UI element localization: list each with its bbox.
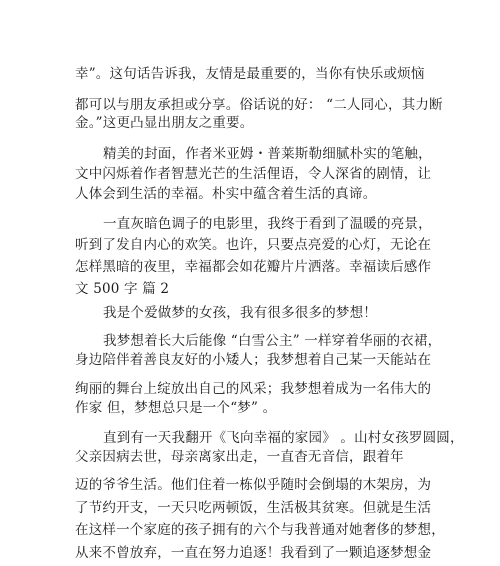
text-line: 精美的封面，作者米亚姆・普莱斯勒细腻朴实的笔触， xyxy=(103,146,432,162)
text-line: 金。”这更凸显出朋友之重要。 xyxy=(75,115,254,131)
text-line: 作家 但，梦想总只是一个“梦” 。 xyxy=(75,400,277,416)
text-line: 直到有一天我翻开《飞向幸福的家园》 。山村女孩罗圆圆， xyxy=(103,430,464,446)
text-line: 父亲因病去世，母亲离家出走，一直杳无音信，跟着年 xyxy=(75,449,404,465)
text-line: 都可以与朋友承担或分享。俗话说的好： “二人同心，其力断 xyxy=(75,97,443,113)
text-line: 迈的爷爷生活。他们住着一栋似乎随时会倒塌的木架房，为 xyxy=(75,477,432,493)
text-line: 怎样黑暗的夜里，幸福都会如花瓣片片洒落。幸福读后感作 xyxy=(75,259,432,275)
text-line: 文中闪烁着作者智慧光芒的生活俚语，令人深省的剧情，让 xyxy=(75,166,432,182)
text-line: 身边陪伴着善良友好的小矮人；我梦想着自己某一天能站在 xyxy=(75,352,432,368)
text-line: 我是个爱做梦的女孩，我有很多很多的梦想！ xyxy=(103,305,377,321)
text-line: 了节约开支，一天只吃两顿饭，生活极其贫寒。但就是生活 xyxy=(75,500,432,516)
text-line: 一直灰暗色调子的电影里，我终于看到了温暖的亮景， xyxy=(103,216,432,232)
text-line: 在这样一个家庭的孩子拥有的六个与我普通对她奢侈的梦想， xyxy=(75,522,445,538)
text-line: 绚丽的舞台上绽放出自己的风采；我梦想着成为一名伟大的 xyxy=(75,381,432,397)
text-line: 文 500 字 篇 2 xyxy=(75,281,170,297)
text-line: 我梦想着长大后能像 “白雪公主” 一样穿着华丽的衣裙， xyxy=(103,333,442,349)
text-line: 人体会到生活的幸福。朴实中蕴含着生活的真谛。 xyxy=(75,186,377,202)
text-line: 幸”。这句话告诉我，友情是最重要的，当你有快乐或烦恼 xyxy=(75,66,425,82)
text-line: 从来不曾放弃，一直在努力追逐！我看到了一颗追逐梦想金 xyxy=(75,545,432,561)
text-line: 听到了发自内心的欢笑。也许，只要点亮爱的心灯，无论在 xyxy=(75,237,432,253)
